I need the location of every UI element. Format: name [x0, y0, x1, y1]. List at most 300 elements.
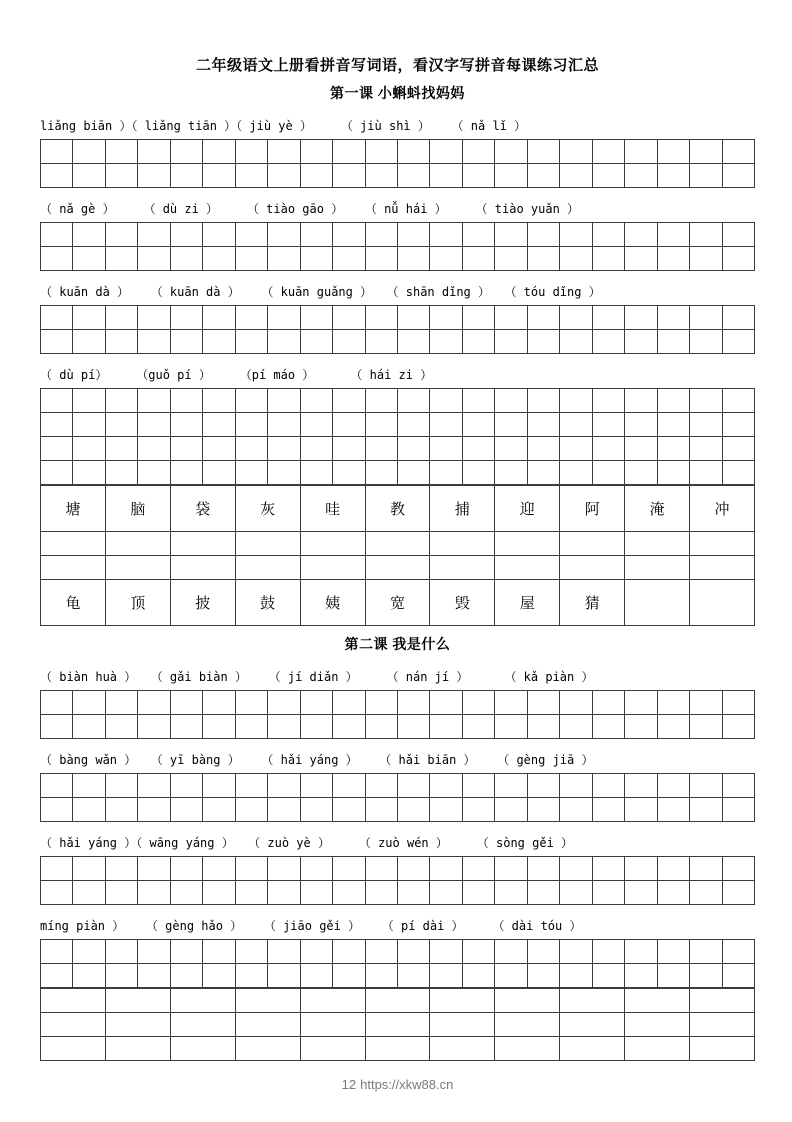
writing-cell	[560, 413, 592, 437]
writing-cell	[333, 140, 365, 164]
writing-cell	[235, 330, 267, 354]
writing-cell	[560, 164, 592, 188]
writing-cell	[41, 437, 73, 461]
writing-cell	[722, 715, 754, 739]
writing-cell	[430, 223, 462, 247]
writing-cell	[268, 881, 300, 905]
writing-cell	[365, 437, 397, 461]
writing-cell	[365, 140, 397, 164]
character-cell: 袋	[170, 486, 235, 532]
writing-cell	[397, 857, 429, 881]
writing-cell	[105, 774, 137, 798]
writing-cell	[625, 532, 690, 556]
writing-cell	[560, 964, 592, 988]
writing-cell	[41, 461, 73, 485]
writing-cell	[397, 461, 429, 485]
writing-cell	[170, 306, 202, 330]
writing-cell	[462, 164, 494, 188]
writing-cell	[690, 881, 722, 905]
writing-cell	[592, 774, 624, 798]
writing-cell	[203, 691, 235, 715]
pinyin-row: （ biàn huà ） （ gǎi biàn ） （ jí diǎn ） （ nán jí ） （ kǎ piàn ）	[40, 670, 594, 684]
writing-cell	[333, 247, 365, 271]
writing-cell	[397, 964, 429, 988]
writing-cell	[495, 413, 527, 437]
writing-cell	[657, 164, 689, 188]
writing-cell	[105, 306, 137, 330]
writing-cell	[495, 164, 527, 188]
writing-cell	[527, 413, 559, 437]
writing-cell	[333, 413, 365, 437]
writing-grid	[40, 305, 755, 354]
writing-cell	[268, 964, 300, 988]
writing-cell	[235, 1013, 300, 1037]
writing-cell	[73, 247, 105, 271]
writing-cell	[722, 223, 754, 247]
writing-cell	[41, 715, 73, 739]
writing-cell	[560, 774, 592, 798]
writing-cell	[625, 964, 657, 988]
writing-cell	[495, 223, 527, 247]
writing-cell	[105, 461, 137, 485]
writing-cell	[203, 774, 235, 798]
writing-cell	[527, 715, 559, 739]
writing-cell	[592, 691, 624, 715]
writing-cell	[333, 306, 365, 330]
writing-cell	[722, 964, 754, 988]
writing-cell	[300, 798, 332, 822]
writing-cell	[625, 691, 657, 715]
writing-cell	[397, 798, 429, 822]
writing-cell	[592, 881, 624, 905]
writing-cell	[300, 389, 332, 413]
writing-cell	[397, 164, 429, 188]
writing-cell	[527, 964, 559, 988]
writing-cell	[430, 881, 462, 905]
writing-cell	[41, 1013, 106, 1037]
writing-cell	[430, 940, 462, 964]
writing-cell	[41, 164, 73, 188]
writing-cell	[495, 330, 527, 354]
writing-cell	[690, 964, 722, 988]
character-cell: 顶	[105, 580, 170, 626]
writing-cell	[462, 413, 494, 437]
writing-cell	[365, 306, 397, 330]
writing-cell	[625, 247, 657, 271]
writing-cell	[495, 881, 527, 905]
character-cell: 阿	[560, 486, 625, 532]
writing-cell	[365, 691, 397, 715]
writing-cell	[268, 306, 300, 330]
writing-cell	[495, 964, 527, 988]
writing-cell	[73, 881, 105, 905]
writing-cell	[235, 140, 267, 164]
writing-cell	[397, 389, 429, 413]
writing-cell	[300, 247, 332, 271]
writing-cell	[170, 715, 202, 739]
writing-cell	[495, 437, 527, 461]
writing-cell	[495, 857, 527, 881]
writing-cell	[170, 774, 202, 798]
writing-cell	[105, 964, 137, 988]
writing-cell	[657, 774, 689, 798]
writing-cell	[690, 774, 722, 798]
writing-cell	[592, 461, 624, 485]
pinyin-row: （ bàng wǎn ） （ yī bàng ） （ hǎi yáng ） （ hǎi biān ） （ gèng jiā ）	[40, 753, 594, 767]
writing-cell	[495, 1037, 560, 1061]
writing-cell	[462, 330, 494, 354]
writing-cell	[333, 389, 365, 413]
writing-cell	[268, 691, 300, 715]
writing-cell	[397, 140, 429, 164]
writing-cell	[397, 715, 429, 739]
writing-cell	[105, 223, 137, 247]
writing-cell	[657, 798, 689, 822]
writing-cell	[235, 798, 267, 822]
writing-cell	[365, 330, 397, 354]
writing-cell	[430, 532, 495, 556]
writing-cell	[300, 691, 332, 715]
writing-cell	[268, 774, 300, 798]
writing-cell	[268, 140, 300, 164]
writing-cell	[105, 940, 137, 964]
writing-cell	[625, 437, 657, 461]
character-cell: 猜	[560, 580, 625, 626]
writing-cell	[625, 140, 657, 164]
writing-cell	[495, 532, 560, 556]
writing-cell	[365, 532, 430, 556]
writing-cell	[592, 413, 624, 437]
writing-cell	[300, 461, 332, 485]
writing-cell	[397, 774, 429, 798]
writing-cell	[625, 881, 657, 905]
writing-cell	[690, 940, 722, 964]
writing-cell	[430, 774, 462, 798]
page-footer	[40, 1077, 755, 1092]
writing-cell	[73, 774, 105, 798]
writing-cell	[690, 857, 722, 881]
writing-cell	[268, 715, 300, 739]
writing-cell	[722, 140, 754, 164]
character-cell: 姨	[300, 580, 365, 626]
writing-cell	[527, 774, 559, 798]
page-title: 二年级语文上册看拼音写词语，看汉字写拼音每课练习汇总	[195, 57, 599, 74]
writing-cell	[105, 881, 137, 905]
writing-cell	[138, 691, 170, 715]
writing-cell	[657, 389, 689, 413]
writing-cell	[41, 532, 106, 556]
writing-cell	[560, 247, 592, 271]
writing-cell	[203, 306, 235, 330]
writing-cell	[527, 389, 559, 413]
writing-cell	[657, 461, 689, 485]
writing-cell	[560, 881, 592, 905]
writing-cell	[690, 556, 755, 580]
writing-cell	[203, 881, 235, 905]
writing-cell	[560, 798, 592, 822]
writing-cell	[690, 691, 722, 715]
writing-cell	[105, 715, 137, 739]
writing-cell	[235, 223, 267, 247]
character-cell: 披	[170, 580, 235, 626]
writing-cell	[430, 330, 462, 354]
writing-cell	[560, 532, 625, 556]
writing-cell	[560, 330, 592, 354]
writing-cell	[105, 1037, 170, 1061]
writing-cell	[41, 223, 73, 247]
writing-cell	[73, 798, 105, 822]
writing-cell	[690, 389, 722, 413]
writing-cell	[657, 940, 689, 964]
pinyin-row: （ kuān dà ） （ kuān dà ） （ kuān guǎng ） （ shān dǐng ） （ tóu dǐng ）	[40, 285, 601, 299]
writing-cell	[527, 691, 559, 715]
writing-cell	[203, 964, 235, 988]
writing-cell	[690, 798, 722, 822]
writing-cell	[170, 223, 202, 247]
writing-cell	[592, 437, 624, 461]
writing-cell	[105, 989, 170, 1013]
writing-cell	[170, 330, 202, 354]
writing-cell	[462, 857, 494, 881]
writing-cell	[625, 306, 657, 330]
writing-cell	[430, 857, 462, 881]
writing-cell	[657, 715, 689, 739]
writing-cell	[365, 461, 397, 485]
writing-cell	[625, 940, 657, 964]
writing-cell	[170, 964, 202, 988]
writing-cell	[527, 857, 559, 881]
writing-cell	[495, 389, 527, 413]
writing-cell	[300, 1013, 365, 1037]
writing-cell	[41, 140, 73, 164]
writing-cell	[73, 223, 105, 247]
writing-cell	[203, 164, 235, 188]
writing-cell	[397, 330, 429, 354]
writing-cell	[430, 140, 462, 164]
writing-cell	[235, 989, 300, 1013]
writing-cell	[41, 774, 73, 798]
writing-cell	[105, 437, 137, 461]
writing-cell	[462, 223, 494, 247]
writing-cell	[41, 1037, 106, 1061]
writing-cell	[268, 164, 300, 188]
writing-cell	[625, 413, 657, 437]
writing-cell	[657, 857, 689, 881]
writing-cell	[560, 940, 592, 964]
writing-cell	[462, 247, 494, 271]
writing-cell	[300, 774, 332, 798]
writing-grid	[40, 690, 755, 739]
writing-cell	[333, 881, 365, 905]
writing-cell	[690, 461, 722, 485]
writing-cell	[235, 413, 267, 437]
writing-cell	[592, 715, 624, 739]
writing-cell	[625, 389, 657, 413]
character-grid	[40, 988, 755, 1061]
writing-cell	[397, 940, 429, 964]
writing-cell	[365, 413, 397, 437]
writing-cell	[138, 223, 170, 247]
writing-cell	[41, 989, 106, 1013]
writing-cell	[462, 798, 494, 822]
writing-cell	[333, 223, 365, 247]
writing-cell	[41, 556, 106, 580]
writing-cell	[300, 306, 332, 330]
writing-cell	[73, 437, 105, 461]
writing-cell	[300, 715, 332, 739]
writing-cell	[690, 989, 755, 1013]
character-cell: 宽	[365, 580, 430, 626]
writing-cell	[365, 1013, 430, 1037]
writing-cell	[41, 306, 73, 330]
writing-cell	[462, 140, 494, 164]
writing-cell	[527, 461, 559, 485]
writing-cell	[430, 413, 462, 437]
writing-cell	[592, 247, 624, 271]
writing-cell	[560, 989, 625, 1013]
writing-cell	[495, 774, 527, 798]
writing-cell	[462, 437, 494, 461]
pinyin-row: liǎng biān ）（ liǎng tiān ）（ jiù yè ） （ jiù shì ） （ nǎ lǐ ）	[40, 119, 527, 133]
writing-cell	[105, 413, 137, 437]
writing-cell	[722, 413, 754, 437]
writing-cell	[73, 461, 105, 485]
writing-cell	[333, 964, 365, 988]
writing-cell	[690, 1013, 755, 1037]
writing-cell	[73, 857, 105, 881]
writing-cell	[170, 881, 202, 905]
writing-cell	[592, 330, 624, 354]
writing-cell	[138, 413, 170, 437]
writing-cell	[495, 989, 560, 1013]
writing-cell	[105, 330, 137, 354]
character-cell: 脑	[105, 486, 170, 532]
writing-cell	[268, 223, 300, 247]
pinyin-row: míng piàn ） （ gèng hǎo ） （ jiāo gěi ） （ pí dài ） （ dài tóu ）	[40, 919, 582, 933]
writing-cell	[430, 247, 462, 271]
writing-cell	[657, 247, 689, 271]
writing-cell	[722, 881, 754, 905]
writing-cell	[365, 556, 430, 580]
writing-cell	[397, 247, 429, 271]
character-cell: 迎	[495, 486, 560, 532]
writing-cell	[365, 164, 397, 188]
writing-cell	[333, 857, 365, 881]
writing-cell	[105, 798, 137, 822]
writing-cell	[268, 461, 300, 485]
writing-cell	[203, 798, 235, 822]
character-cell: 灰	[235, 486, 300, 532]
writing-cell	[625, 164, 657, 188]
writing-cell	[138, 857, 170, 881]
writing-cell	[138, 715, 170, 739]
writing-cell	[235, 306, 267, 330]
writing-cell	[657, 223, 689, 247]
writing-cell	[495, 691, 527, 715]
writing-cell	[430, 989, 495, 1013]
writing-cell	[397, 881, 429, 905]
writing-cell	[105, 857, 137, 881]
writing-cell	[690, 715, 722, 739]
writing-cell	[722, 940, 754, 964]
writing-cell	[657, 691, 689, 715]
writing-cell	[365, 798, 397, 822]
writing-cell	[560, 715, 592, 739]
writing-cell	[625, 223, 657, 247]
writing-cell	[170, 989, 235, 1013]
writing-cell	[527, 940, 559, 964]
writing-cell	[268, 247, 300, 271]
writing-cell	[73, 964, 105, 988]
writing-cell	[397, 437, 429, 461]
writing-cell	[300, 556, 365, 580]
writing-cell	[527, 437, 559, 461]
writing-cell	[300, 940, 332, 964]
writing-cell	[105, 164, 137, 188]
character-cell: 哇	[300, 486, 365, 532]
writing-cell	[138, 940, 170, 964]
writing-cell	[397, 691, 429, 715]
writing-cell	[657, 306, 689, 330]
writing-cell	[462, 964, 494, 988]
writing-cell	[170, 798, 202, 822]
writing-cell	[365, 389, 397, 413]
writing-cell	[495, 798, 527, 822]
writing-cell	[722, 437, 754, 461]
writing-cell	[527, 330, 559, 354]
writing-cell	[690, 247, 722, 271]
writing-cell	[105, 140, 137, 164]
writing-cell	[235, 461, 267, 485]
writing-cell	[300, 330, 332, 354]
writing-cell	[333, 691, 365, 715]
writing-cell	[203, 223, 235, 247]
writing-cell	[657, 964, 689, 988]
writing-cell	[73, 306, 105, 330]
writing-cell	[592, 306, 624, 330]
writing-cell	[333, 437, 365, 461]
writing-cell	[170, 437, 202, 461]
writing-cell	[170, 1037, 235, 1061]
writing-cell	[722, 857, 754, 881]
writing-cell	[203, 857, 235, 881]
writing-cell	[203, 247, 235, 271]
writing-cell	[657, 413, 689, 437]
writing-cell	[690, 330, 722, 354]
writing-cell	[268, 857, 300, 881]
writing-cell	[170, 556, 235, 580]
writing-cell	[73, 715, 105, 739]
writing-cell	[430, 798, 462, 822]
writing-cell	[560, 140, 592, 164]
writing-cell	[722, 389, 754, 413]
writing-cell	[657, 437, 689, 461]
writing-cell	[170, 389, 202, 413]
writing-cell	[625, 715, 657, 739]
writing-grid	[40, 773, 755, 822]
writing-cell	[203, 330, 235, 354]
writing-cell	[722, 774, 754, 798]
writing-cell	[138, 798, 170, 822]
writing-cell	[138, 389, 170, 413]
writing-cell	[333, 330, 365, 354]
writing-cell	[495, 306, 527, 330]
writing-cell	[105, 532, 170, 556]
character-cell: 淹	[625, 486, 690, 532]
writing-grid	[40, 939, 755, 988]
writing-cell	[235, 857, 267, 881]
writing-cell	[235, 1037, 300, 1061]
